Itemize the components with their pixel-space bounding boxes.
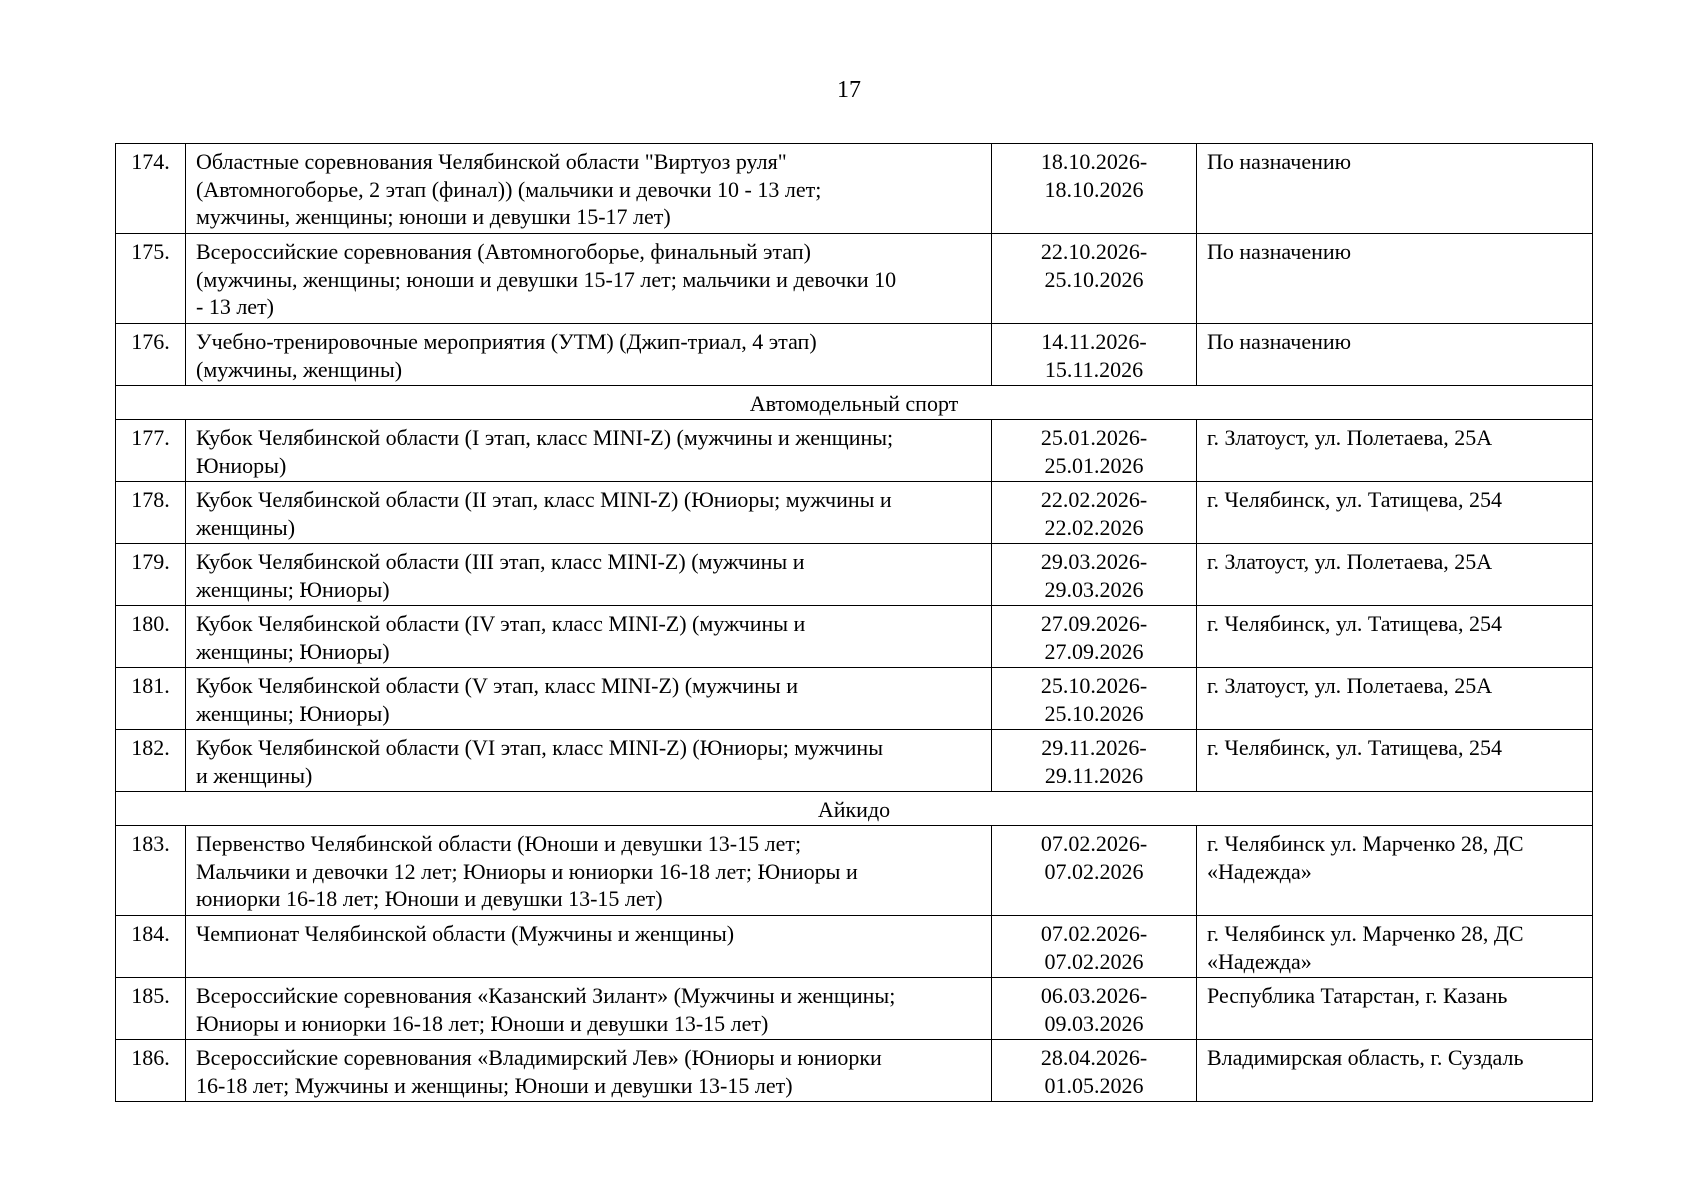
event-name-line: Чемпионат Челябинской области (Мужчины и женщины)	[196, 921, 735, 946]
row-number: 176.	[116, 324, 186, 386]
date-from: 29.11.2026-	[1041, 735, 1147, 760]
event-date-cell	[992, 234, 1197, 324]
event-name-cell	[186, 144, 992, 234]
event-place-cell	[1197, 826, 1593, 916]
event-name-cell	[186, 324, 992, 386]
date-from: 25.01.2026-	[1040, 425, 1148, 450]
date-from: 14.11.2026-	[1041, 329, 1147, 354]
event-date-cell	[992, 978, 1197, 1040]
event-place-line: г. Челябинск, ул. Татищева, 254	[1207, 611, 1502, 636]
table-row	[116, 144, 1593, 234]
row-number: 181.	[116, 668, 186, 730]
date-from: 06.03.2026-	[1040, 983, 1148, 1008]
event-name-line: 16-18 лет; Мужчины и женщины; Юноши и девушки 13-15 лет)	[196, 1072, 793, 1098]
date-from: 22.02.2026-	[1040, 487, 1148, 512]
event-place-cell	[1197, 978, 1593, 1040]
date-to: 22.02.2026	[1044, 514, 1144, 540]
date-to: 25.10.2026	[1044, 700, 1144, 726]
date-to: 25.10.2026	[1044, 266, 1144, 292]
row-number: 185.	[116, 978, 186, 1040]
section-title: Айкидо	[116, 792, 1593, 826]
date-to: 29.03.2026	[1044, 576, 1144, 602]
event-name-cell	[186, 826, 992, 916]
table-row	[116, 234, 1593, 324]
event-name-line: Всероссийские соревнования (Автомногоборье, финальный этап)	[196, 239, 811, 264]
date-from: 25.10.2026-	[1040, 673, 1148, 698]
date-to: 29.11.2026	[1044, 762, 1144, 788]
event-place-line: г. Златоуст, ул. Полетаева, 25А	[1207, 425, 1493, 450]
event-name-line: юниорки 16-18 лет; Юноши и девушки 13-15 лет)	[196, 886, 663, 911]
row-number: 177.	[116, 420, 186, 482]
event-place-cell	[1197, 420, 1593, 482]
date-to: 18.10.2026	[1044, 176, 1144, 202]
event-name-line: Кубок Челябинской области (I этап, класс MINI-Z) (мужчины и женщины;	[196, 425, 894, 450]
event-name-line: и женщины)	[196, 762, 313, 788]
event-name-line: Кубок Челябинской области (V этап, класс MINI-Z) (мужчины и	[196, 673, 798, 698]
event-place-cell	[1197, 606, 1593, 668]
event-place-cell	[1197, 324, 1593, 386]
event-date-cell	[992, 668, 1197, 730]
event-name-line: (мужчины, женщины)	[196, 356, 403, 382]
event-place-cell	[1197, 482, 1593, 544]
event-name-cell	[186, 606, 992, 668]
event-name-line: Мальчики и девочки 12 лет; Юниоры и юниорки 16-18 лет; Юниоры и	[196, 858, 858, 884]
events-table	[115, 143, 1593, 1102]
date-to: 07.02.2026	[1044, 948, 1144, 974]
event-name-cell	[186, 420, 992, 482]
table-row	[116, 916, 1593, 978]
date-from: 07.02.2026-	[1040, 831, 1148, 856]
row-number: 175.	[116, 234, 186, 324]
event-place-line: г. Челябинск, ул. Татищева, 254	[1207, 487, 1502, 512]
date-to: 07.02.2026	[1044, 858, 1144, 884]
row-number: 179.	[116, 544, 186, 606]
row-number: 182.	[116, 730, 186, 792]
event-name-line: женщины)	[196, 514, 296, 540]
event-date-cell	[992, 482, 1197, 544]
event-date-cell	[992, 730, 1197, 792]
event-place-line: г. Челябинск ул. Марченко 28, ДС	[1207, 831, 1524, 856]
event-name-cell	[186, 730, 992, 792]
event-date-cell	[992, 544, 1197, 606]
event-name-line: Всероссийские соревнования «Владимирский Лев» (Юниоры и юниорки	[196, 1045, 882, 1070]
table-row	[116, 1040, 1593, 1102]
date-from: 29.03.2026-	[1040, 549, 1148, 574]
event-name-line: Первенство Челябинской области (Юноши и девушки 13-15 лет;	[196, 831, 802, 856]
event-place-line: «Надежда»	[1207, 948, 1312, 974]
row-number: 174.	[116, 144, 186, 234]
date-to: 01.05.2026	[1044, 1072, 1144, 1098]
event-name-line: Юниоры и юниорки 16-18 лет; Юноши и девушки 13-15 лет)	[196, 1010, 769, 1036]
event-name-line: Кубок Челябинской области (VI этап, класс MINI-Z) (Юниоры; мужчины	[196, 735, 883, 760]
event-place-line: г. Златоуст, ул. Полетаева, 25А	[1207, 673, 1493, 698]
event-place-cell	[1197, 730, 1593, 792]
row-number: 184.	[116, 916, 186, 978]
event-place-cell	[1197, 916, 1593, 978]
event-place-line: Владимирская область, г. Суздаль	[1207, 1045, 1524, 1070]
date-from: 22.10.2026-	[1040, 239, 1148, 264]
table-row	[116, 324, 1593, 386]
event-date-cell	[992, 324, 1197, 386]
date-to: 27.09.2026	[1044, 638, 1144, 664]
event-date-cell	[992, 420, 1197, 482]
row-number: 183.	[116, 826, 186, 916]
table-row	[116, 978, 1593, 1040]
event-name-line: Всероссийские соревнования «Казанский Зилант» (Мужчины и женщины;	[196, 983, 896, 1008]
event-name-cell	[186, 544, 992, 606]
event-date-cell	[992, 826, 1197, 916]
event-place-cell	[1197, 1040, 1593, 1102]
page-number: 17	[837, 77, 861, 103]
date-to: 15.11.2026	[1044, 356, 1144, 382]
table-row	[116, 668, 1593, 730]
table-row	[116, 606, 1593, 668]
event-name-cell	[186, 916, 992, 978]
event-name-cell	[186, 1040, 992, 1102]
table-row	[116, 482, 1593, 544]
event-name-line: Учебно-тренировочные мероприятия (УТМ) (Джип-триал, 4 этап)	[196, 329, 817, 354]
event-place-line: По назначению	[1207, 239, 1352, 264]
events-table-body	[116, 144, 1593, 1102]
row-number: 178.	[116, 482, 186, 544]
event-date-cell	[992, 144, 1197, 234]
event-date-cell	[992, 1040, 1197, 1102]
table-row	[116, 544, 1593, 606]
date-from: 18.10.2026-	[1040, 149, 1148, 174]
date-from: 27.09.2026-	[1040, 611, 1148, 636]
date-to: 09.03.2026	[1044, 1010, 1144, 1036]
event-name-line: (Автомногоборье, 2 этап (финал)) (мальчики и девочки 10 - 13 лет;	[196, 176, 822, 202]
event-name-line: женщины; Юниоры)	[196, 576, 390, 602]
event-place-line: «Надежда»	[1207, 858, 1312, 884]
event-name-line: женщины; Юниоры)	[196, 638, 390, 664]
row-number: 180.	[116, 606, 186, 668]
event-place-line: Республика Татарстан, г. Казань	[1207, 983, 1508, 1008]
section-title: Автомодельный спорт	[116, 386, 1593, 420]
table-row	[116, 420, 1593, 482]
event-date-cell	[992, 606, 1197, 668]
event-name-line: Кубок Челябинской области (III этап, класс MINI-Z) (мужчины и	[196, 549, 805, 574]
event-name-line: женщины; Юниоры)	[196, 700, 390, 726]
event-name-line: (мужчины, женщины; юноши и девушки 15-17 лет; мальчики и девочки 10	[196, 266, 897, 292]
event-place-cell	[1197, 668, 1593, 730]
event-place-cell	[1197, 544, 1593, 606]
section-row	[116, 386, 1593, 420]
date-to: 25.01.2026	[1044, 452, 1144, 478]
table-row	[116, 826, 1593, 916]
row-number: 186.	[116, 1040, 186, 1102]
event-place-cell	[1197, 144, 1593, 234]
event-place-line: г. Челябинск, ул. Татищева, 254	[1207, 735, 1502, 760]
event-name-line: - 13 лет)	[196, 294, 275, 319]
section-row	[116, 792, 1593, 826]
event-name-cell	[186, 978, 992, 1040]
event-place-cell	[1197, 234, 1593, 324]
table-row	[116, 730, 1593, 792]
event-name-line: Кубок Челябинской области (IV этап, класс MINI-Z) (мужчины и	[196, 611, 806, 636]
event-name-line: мужчины, женщины; юноши и девушки 15-17 лет)	[196, 204, 671, 229]
date-from: 07.02.2026-	[1040, 921, 1148, 946]
event-place-line: г. Златоуст, ул. Полетаева, 25А	[1207, 549, 1493, 574]
event-name-line: Областные соревнования Челябинской области "Виртуоз руля"	[196, 149, 787, 174]
event-name-cell	[186, 234, 992, 324]
date-from: 28.04.2026-	[1040, 1045, 1148, 1070]
event-name-line: Юниоры)	[196, 452, 287, 478]
event-place-line: По назначению	[1207, 149, 1352, 174]
event-name-cell	[186, 668, 992, 730]
event-place-line: По назначению	[1207, 329, 1352, 354]
event-name-line: Кубок Челябинской области (II этап, класс MINI-Z) (Юниоры; мужчины и	[196, 487, 892, 512]
event-date-cell	[992, 916, 1197, 978]
event-name-cell	[186, 482, 992, 544]
event-place-line: г. Челябинск ул. Марченко 28, ДС	[1207, 921, 1524, 946]
